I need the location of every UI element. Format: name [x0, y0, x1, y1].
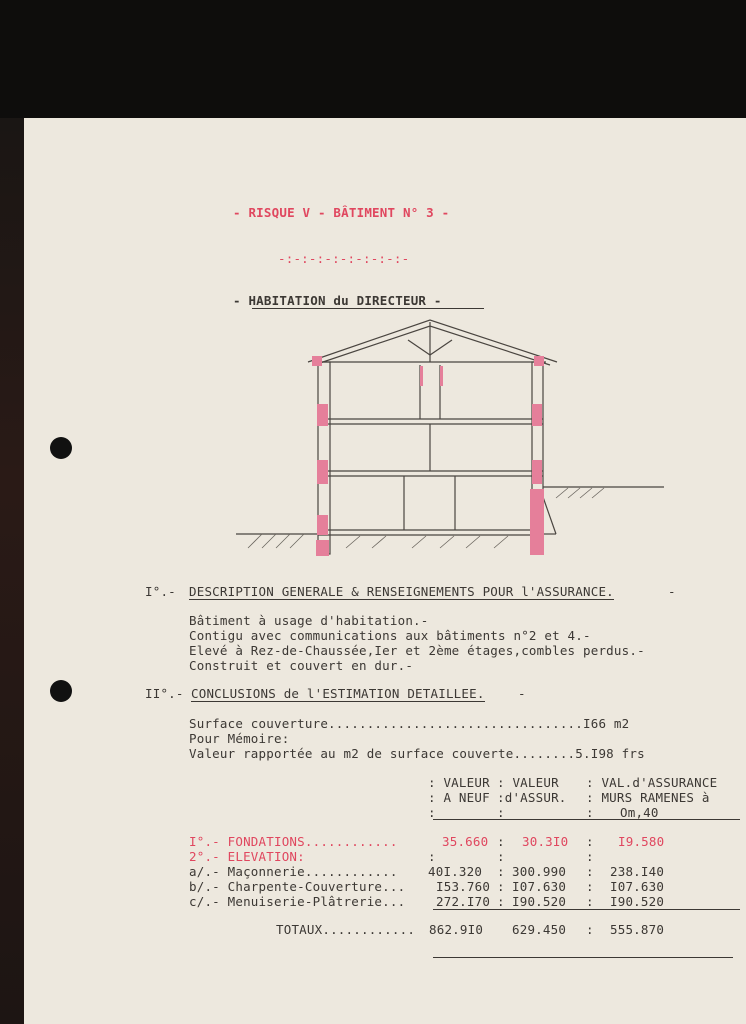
section2-line-2: Pour Mémoire:	[189, 731, 290, 746]
totals-v1: 862.9I0	[429, 922, 484, 937]
col2-header-1: : VALEUR	[497, 775, 559, 790]
row-charpente-v3: I07.630	[610, 879, 665, 894]
col-sep-1: :	[428, 805, 436, 820]
totals-v2: 629.450	[512, 922, 567, 937]
section2-number: II°.-	[145, 686, 184, 701]
section2-line-1: Surface couverture.................................I66 m2	[189, 716, 630, 731]
col1-header-1: : VALEUR	[428, 775, 490, 790]
sep: :	[497, 894, 505, 909]
row-menuiserie-v1: 272.I70	[436, 894, 491, 909]
row-menuiserie-v3: I90.520	[610, 894, 665, 909]
subtotal-rule	[433, 909, 740, 910]
row-maconnerie-v3: 238.I40	[610, 864, 665, 879]
row-fondations-label: I°.- FONDATIONS............	[189, 834, 398, 849]
sep: :	[586, 922, 594, 937]
foundation-right	[530, 489, 544, 555]
col3-header-3: Om,40	[620, 805, 659, 820]
row-menuiserie-v2: I90.520	[512, 894, 567, 909]
col2-header-2: :d'ASSUR.	[497, 790, 567, 805]
row-charpente-v1: I53.760	[436, 879, 491, 894]
sep: :	[497, 864, 505, 879]
section2-heading: CONCLUSIONS de l'ESTIMATION DETAILLEE.	[191, 686, 485, 701]
row-elevation-label: 2°.- ELEVATION:	[189, 849, 305, 864]
section1-line-3: Elevé à Rez-de-Chaussée,Ier et 2ème étages,combles perdus.-	[189, 643, 645, 658]
title-ornament: -:-:-:-:-:-:-:-:-	[278, 251, 410, 266]
col-sep-2: :	[497, 805, 505, 820]
section1-heading: DESCRIPTION GENERALE & RENSEIGNEMENTS POUR l'ASSURANCE.	[189, 584, 614, 599]
sep: :	[497, 849, 505, 864]
section2-heading-tail: -	[518, 686, 526, 701]
section1-heading-tail: -	[668, 584, 676, 599]
header-rule	[433, 819, 740, 820]
section1-line-4: Construit et couvert en dur.-	[189, 658, 414, 673]
sep: :	[586, 834, 594, 849]
row-maconnerie-v1: 40I.320	[428, 864, 483, 879]
section1-line-1: Bâtiment à usage d'habitation.-	[189, 613, 429, 628]
row-charpente-v2: I07.630	[512, 879, 567, 894]
foundation-left	[316, 540, 329, 556]
row-fondations-v3: I9.580	[618, 834, 665, 849]
page-title: - RISQUE V - BÂTIMENT N° 3 -	[233, 205, 450, 220]
section2-line-3: Valeur rapportée au m2 de surface couverte........5.I98 frs	[189, 746, 645, 761]
sep: :	[586, 849, 594, 864]
row-maconnerie-v2: 300.990	[512, 864, 567, 879]
col-sep-3: :	[586, 805, 594, 820]
totals-label: TOTAUX............	[276, 922, 416, 937]
sep: :	[586, 894, 594, 909]
totals-v3: 555.870	[610, 922, 665, 937]
sep: :	[428, 849, 436, 864]
row-fondations-v2: 30.3I0	[522, 834, 569, 849]
sep: :	[586, 879, 594, 894]
col3-header-2: : MURS RAMENES à	[586, 790, 710, 805]
sep: :	[586, 864, 594, 879]
sep: :	[497, 879, 505, 894]
row-menuiserie-label: c/.- Menuiserie-Plâtrerie...	[189, 894, 406, 909]
sep: :	[497, 834, 505, 849]
page-subtitle: - HABITATION du DIRECTEUR -	[233, 293, 442, 308]
row-charpente-label: b/.- Charpente-Couverture...	[189, 879, 406, 894]
col1-header-2: : A NEUF	[428, 790, 490, 805]
totals-rule	[433, 957, 733, 958]
row-maconnerie-label: a/.- Maçonnerie............	[189, 864, 398, 879]
row-fondations-v1: 35.660	[442, 834, 489, 849]
section1-line-2: Contigu avec communications aux bâtiments n°2 et 4.-	[189, 628, 591, 643]
col3-header-1: : VAL.d'ASSURANCE	[586, 775, 718, 790]
section1-number: I°.-	[145, 584, 176, 599]
